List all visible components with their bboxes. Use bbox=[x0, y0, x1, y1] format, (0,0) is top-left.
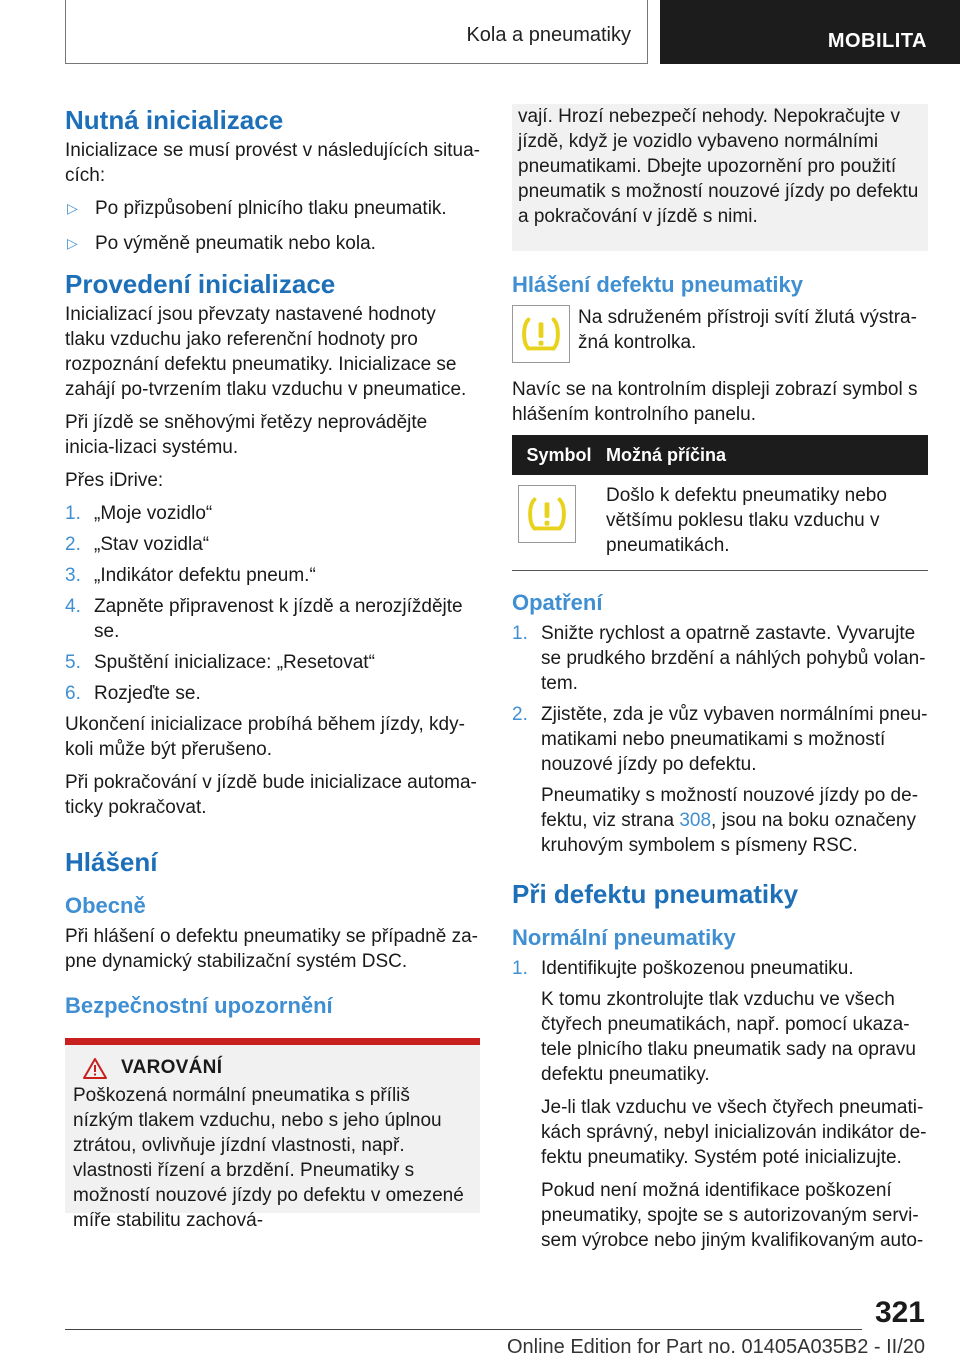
list-item: 5. Spuštění inicializace: „Resetovat“ bbox=[65, 652, 375, 673]
heading-tire-defect-message: Hlášení defektu pneumatiky bbox=[512, 272, 803, 297]
paragraph: Přes iDrive: bbox=[65, 470, 164, 491]
heading-measures: Opatření bbox=[512, 590, 603, 615]
paragraph: Při hlášení o defektu pneumatiky se případně za-pne dynamický stabilizační systém DSC. bbox=[65, 926, 478, 972]
warning-triangle-icon bbox=[83, 1058, 107, 1079]
heading-perform-initialization: Provedení inicializace bbox=[65, 269, 336, 299]
list-item: 1. Snižte rychlost a opatrně zastavte. Vyvarujte se prudkého brzdění a náhlých pohybů volan-tem. bbox=[512, 623, 926, 694]
tire-pressure-warning-icon bbox=[512, 305, 570, 363]
warning-title bbox=[83, 1057, 472, 1079]
warning-box bbox=[65, 1038, 480, 1231]
list-item: 1. Identifikujte poškozenou pneumatiku. bbox=[512, 958, 854, 979]
paragraph: Pokud není možná identifikace poškození pneumatiky, spojte se s autorizovaným servi-sem výrobce nebo jiným kvalifikovaným auto- bbox=[541, 1180, 924, 1251]
table-header bbox=[512, 435, 928, 475]
warning-box-continued bbox=[512, 104, 928, 251]
section-title: Kola a pneumatiky bbox=[466, 24, 631, 46]
triangle-right-icon: ▷ bbox=[67, 200, 78, 216]
column-header-symbol: Symbol bbox=[526, 444, 592, 465]
footer-divider bbox=[65, 1329, 862, 1330]
heading-on-tire-defect: Při defektu pneumatiky bbox=[512, 879, 799, 909]
list-item: 3. „Indikátor defektu pneum.“ bbox=[65, 565, 316, 586]
left-column bbox=[65, 104, 481, 1231]
column-header-cause: Možná příčina bbox=[606, 444, 727, 465]
list-item: ▷ Po přizpůsobení plnicího tlaku pneumatik. bbox=[67, 198, 447, 219]
paragraph: Ukončení inicializace probíhá během jízdy, kdy-koli může být přerušeno. bbox=[65, 714, 465, 760]
paragraph: Při pokračování v jízdě bude inicializace automa-ticky pokračovat. bbox=[65, 772, 477, 818]
heading-initialization-required: Nutná inicializace bbox=[65, 105, 284, 135]
paragraph: Při jízdě se sněhovými řetězy neprovádějte inicia-lizaci systému. bbox=[65, 412, 428, 458]
header-section-tab bbox=[65, 0, 648, 64]
list-item: 2. Zjistěte, zda je vůz vybaven normálními pneu-matikami nebo pneumatikami s možností nouzové jízdy po defektu. bbox=[512, 704, 928, 775]
heading-normal-tires: Normální pneumatiky bbox=[512, 925, 736, 950]
footer-edition: Online Edition for Part no. 01405A035B2 - II/20 bbox=[506, 1336, 925, 1358]
paragraph: K tomu zkontrolujte tlak vzduchu ve všech čtyřech pneumatikách, např. pomocí ukaza-tele plnicího tlaku pneumatik sady na opravu defektu pneumatiky. bbox=[541, 989, 916, 1085]
triangle-right-icon: ▷ bbox=[67, 235, 78, 251]
right-column bbox=[512, 104, 928, 1261]
paragraph: Na sdruženém přístroji svítí žlutá výstra-žná kontrolka. bbox=[578, 307, 917, 353]
page-number: 321 bbox=[874, 1296, 925, 1329]
list-item: 6. Rozjeďte se. bbox=[65, 683, 201, 704]
table-row bbox=[512, 475, 928, 571]
heading-safety-notes: Bezpečnostní upozornění bbox=[65, 993, 333, 1018]
list-item: ▷ Po výměně pneumatik nebo kola. bbox=[67, 233, 376, 254]
paragraph: Je-li tlak vzduchu ve všech čtyřech pneumati-kách správný, nebyl inicializován indikátor de-fektu pneumatiky. Systém poté inicializujte. bbox=[541, 1097, 927, 1168]
page-link[interactable]: 308 bbox=[679, 810, 712, 831]
paragraph: Navíc se na kontrolním displeji zobrazí symbol s hlášením kontrolního panelu. bbox=[512, 379, 918, 425]
paragraph: Pneumatiky s možností nouzové jízdy po de-fektu, viz strana 308, jsou na boku označeny kruhovým symbolem s písmeny RSC. bbox=[541, 785, 919, 856]
table-cell-cause: Došlo k defektu pneumatiky nebo většímu poklesu tlaku vzduchu v pneumatikách. bbox=[606, 485, 887, 556]
tire-pressure-warning-icon bbox=[518, 485, 576, 543]
heading-messages: Hlášení bbox=[65, 847, 158, 877]
paragraph: Inicializace se musí provést v následujících situa-cích: bbox=[65, 140, 481, 186]
list-item: 1. „Moje vozidlo“ bbox=[65, 503, 213, 524]
paragraph: Inicializací jsou převzaty nastavené hodnoty tlaku vzduchu jako referenční hodnoty pro rozpoznání defektu pneumatiky. Inicializace se zahájí po-tvrzením tlaku vzduchu v pneumatice. bbox=[65, 304, 467, 400]
symbol-table bbox=[512, 435, 928, 571]
chapter-tab: MOBILITA bbox=[660, 0, 960, 64]
lamp-note bbox=[512, 303, 928, 363]
warning-text: Poškozená normální pneumatika s příliš nízkým tlakem vzduchu, nebo s jeho úplnou ztrátou, ovlivňuje jízdní vlastnosti, např. vlastnosti řízení a brzdění. Pneumatiky s možností nouzové jízdy po defektu v omezené míře stabilitu zachová- bbox=[73, 1085, 464, 1231]
heading-general: Obecně bbox=[65, 893, 146, 918]
warning-text: vají. Hrozí nebezpečí nehody. Nepokračujte v jízdě, když je vozidlo vybaveno normálními pneumatikami. Dbejte upozornění pro použití pneumatik s možností nouzové jízdy po defektu a pokračování v jízdě s nimi. bbox=[518, 106, 919, 227]
list-item: 4. Zapněte připravenost k jízdě a nerozjíždějte se. bbox=[65, 596, 463, 642]
list-item: 2. „Stav vozidla“ bbox=[65, 534, 210, 555]
warning-label: VAROVÁNÍ bbox=[121, 1057, 223, 1078]
